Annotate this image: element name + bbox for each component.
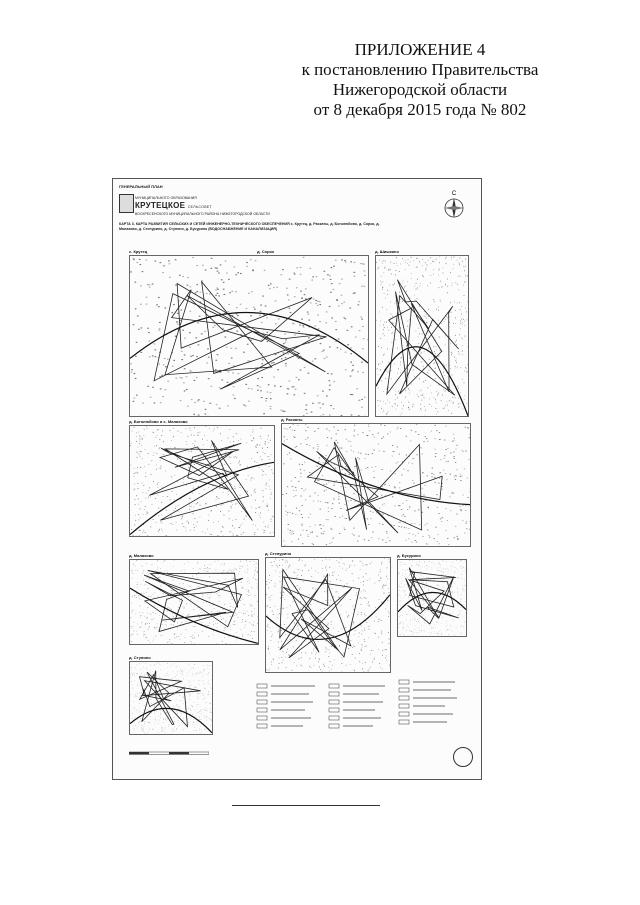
map-panel-shishkino — [375, 249, 469, 417]
map-drawing — [130, 426, 274, 536]
map-image — [281, 423, 471, 547]
map-image — [265, 557, 391, 673]
panel-label: д. Боголюбово и с. Малахово — [129, 419, 188, 424]
panel-label: д. Бусурино — [397, 553, 421, 558]
appendix-ref: к постановлению Правительства — [301, 60, 539, 79]
map-image — [129, 661, 213, 735]
map-panel-malakhovo — [129, 553, 259, 645]
compass-rose-icon — [441, 189, 467, 221]
signature-rule — [232, 805, 380, 806]
map-drawing — [130, 662, 212, 734]
sheet-map-title: КАРТА 3. КАРТА РАЗВИТИЯ СЕЛЬСКИХ И СЕТЕЙ ИНЖЕНЕРНО-ТЕХНИЧЕСКОГО ОБЕСПЕЧЕНИЯ с. Крутец, д. Раскаты, д. Боголюбово, д. Сорок, д. Малахово, д. Степурино, д. Ступино, д. Бусурино (ВОДОСНАБЖЕНИЕ И КАНАЛИЗАЦИЯ) — [119, 222, 380, 231]
appendix-date: от 8 декабря 2015 года № 802 — [313, 100, 527, 119]
panel-label: д. Сорок — [257, 249, 274, 254]
panel-label: д. Степурино — [265, 551, 292, 556]
appendix-region: Нижегородской области — [332, 80, 508, 99]
compass-letter: С — [451, 191, 457, 197]
scale-bar — [129, 751, 209, 759]
map-panel-busurino — [397, 553, 467, 637]
stamp-seal — [453, 747, 473, 767]
map-panel-stupino — [129, 655, 213, 735]
sheet-name-main: КРУТЕЦКОЕ — [135, 201, 186, 210]
map-image — [375, 255, 469, 417]
sheet-municipality-name — [135, 201, 212, 210]
sheet-region: ВОСКРЕСЕНСКОГО МУНИЦИПАЛЬНОГО РАЙОНА НИЖЕГОРОДСКОЙ ОБЛАСТИ — [135, 212, 270, 216]
appendix-header — [270, 40, 570, 120]
panel-label: д. Ступино — [129, 655, 151, 660]
map-image — [397, 559, 467, 637]
panel-label: д. Шишкино — [375, 249, 399, 254]
legend-symbols — [255, 674, 469, 764]
panel-label: д. Малахово — [129, 553, 154, 558]
sheet-name-suffix: СЕЛЬСОВЕТ — [187, 205, 212, 209]
map-panel-raskaty — [281, 417, 471, 547]
sheet-header-sub: МУНИЦИПАЛЬНОГО ОБРАЗОВАНИЯ — [135, 196, 197, 200]
map-drawing — [130, 256, 368, 416]
map-panel-krutets — [129, 249, 369, 417]
coat-of-arms-emblem — [119, 194, 134, 213]
map-drawing — [376, 256, 468, 416]
map-panel-stepurino — [265, 551, 391, 673]
sheet-header-top: ГЕНЕРАЛЬНЫЙ ПЛАН — [119, 184, 163, 189]
appendix-number: ПРИЛОЖЕНИЕ 4 — [354, 40, 486, 59]
map-drawing — [130, 560, 258, 644]
map-drawing — [282, 424, 470, 546]
panel-label: д. Раскаты — [281, 417, 303, 422]
map-drawing — [398, 560, 466, 636]
map-panel-bogolyubovo — [129, 419, 275, 537]
panel-label: с. Крутец — [129, 249, 148, 254]
map-sheet — [112, 178, 482, 780]
map-image — [129, 255, 369, 417]
map-image — [129, 559, 259, 645]
map-legend — [255, 674, 469, 764]
map-image — [129, 425, 275, 537]
map-drawing — [266, 558, 390, 672]
